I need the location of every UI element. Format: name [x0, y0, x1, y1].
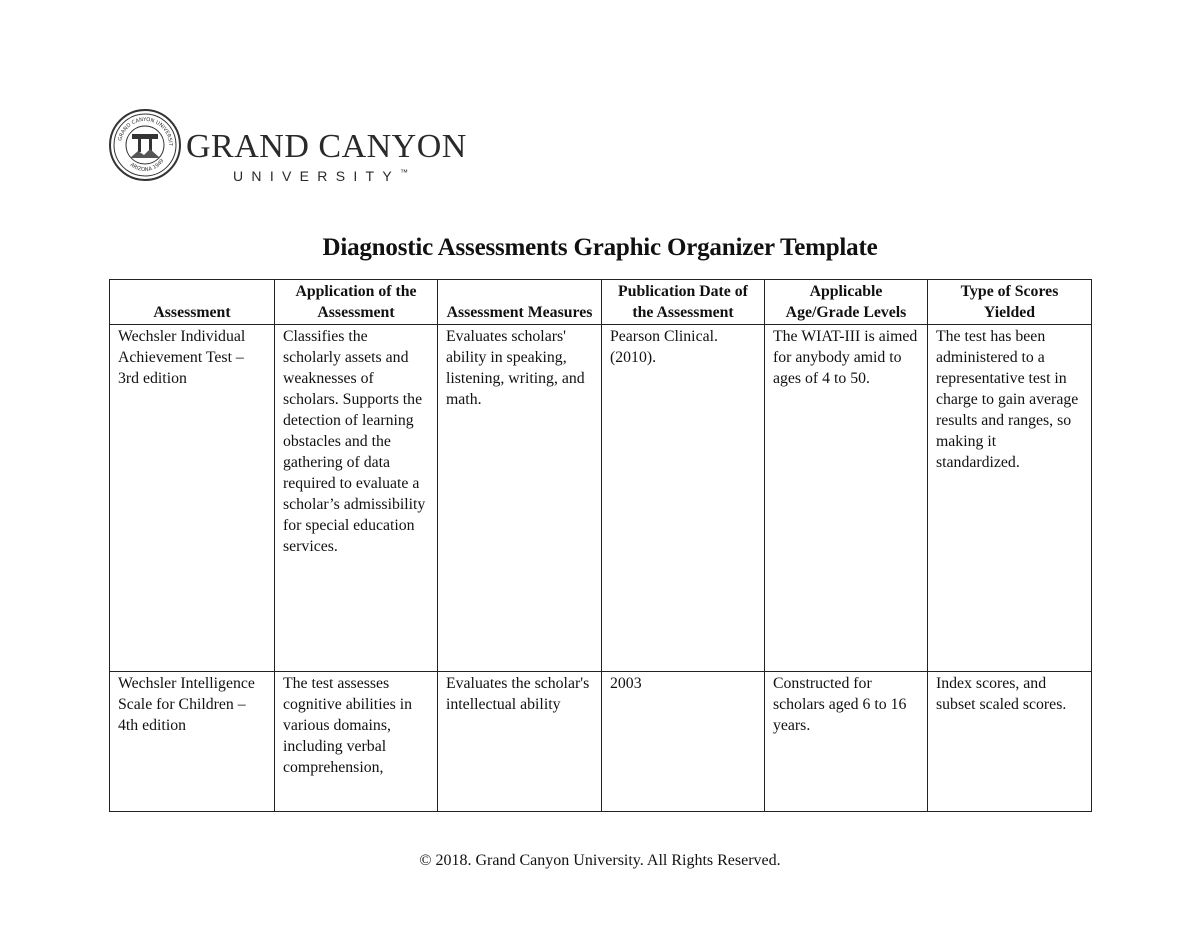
table-cell-age-grade-levels: The WIAT-III is aimed for anybody amid to ages of 4 to 50.	[765, 325, 928, 672]
table-cell-measures: Evaluates the scholar's intellectual ability	[438, 672, 602, 812]
header-measures: Assessment Measures	[438, 280, 602, 325]
trademark-symbol: ™	[400, 168, 409, 177]
university-subtitle	[233, 169, 408, 183]
header-application: Application of the Assessment	[275, 280, 438, 325]
table-header-row	[110, 280, 1092, 325]
graphic-organizer-table	[109, 279, 1092, 812]
table-cell-application: Classifies the scholarly assets and weaknesses of scholars. Supports the detection of learning obstacles and the gathering of data required to evaluate a scholar’s admissibility for special education services.	[275, 325, 438, 672]
table-cell-application: The test assesses cognitive abilities in various domains, including verbal comprehension,	[275, 672, 438, 812]
university-subtitle-text: UNIVERSITY	[233, 168, 401, 184]
document-title: Diagnostic Assessments Graphic Organizer Template	[322, 234, 878, 261]
table-row	[110, 672, 1092, 812]
table-cell-publication-date: 2003	[602, 672, 765, 812]
table-cell-score-types: The test has been administered to a representative test in charge to gain average results and ranges, so making it standardized.	[928, 325, 1092, 672]
university-seal-icon	[108, 108, 182, 182]
svg-text:GRAND CANYON UNIVERSITY: GRAND CANYON UNIVERSIT	[117, 116, 174, 147]
svg-text:ARIZONA 1949: ARIZONA 1949	[128, 158, 166, 174]
header-assessment: Assessment	[110, 280, 275, 325]
table-cell-assessment: Wechsler Intelligence Scale for Children – 4th edition	[110, 672, 275, 812]
header-age-grade-levels: Applicable Age/Grade Levels	[765, 280, 928, 325]
table-cell-measures: Evaluates scholars' ability in speaking, listening, writing, and math.	[438, 325, 602, 672]
table-cell-assessment: Wechsler Individual Achievement Test – 3rd edition	[110, 325, 275, 672]
header-score-types: Type of Scores Yielded	[928, 280, 1092, 325]
header-publication-date: Publication Date of the Assessment	[602, 280, 765, 325]
copyright-footer: © 2018. Grand Canyon University. All Rights Reserved.	[419, 852, 781, 869]
university-name: GRAND CANYON	[186, 128, 467, 165]
table-cell-publication-date: Pearson Clinical. (2010).	[602, 325, 765, 672]
university-logo	[108, 108, 467, 184]
table-row	[110, 325, 1092, 672]
table-cell-score-types: Index scores, and subset scaled scores.	[928, 672, 1092, 812]
table-cell-age-grade-levels: Constructed for scholars aged 6 to 16 years.	[765, 672, 928, 812]
